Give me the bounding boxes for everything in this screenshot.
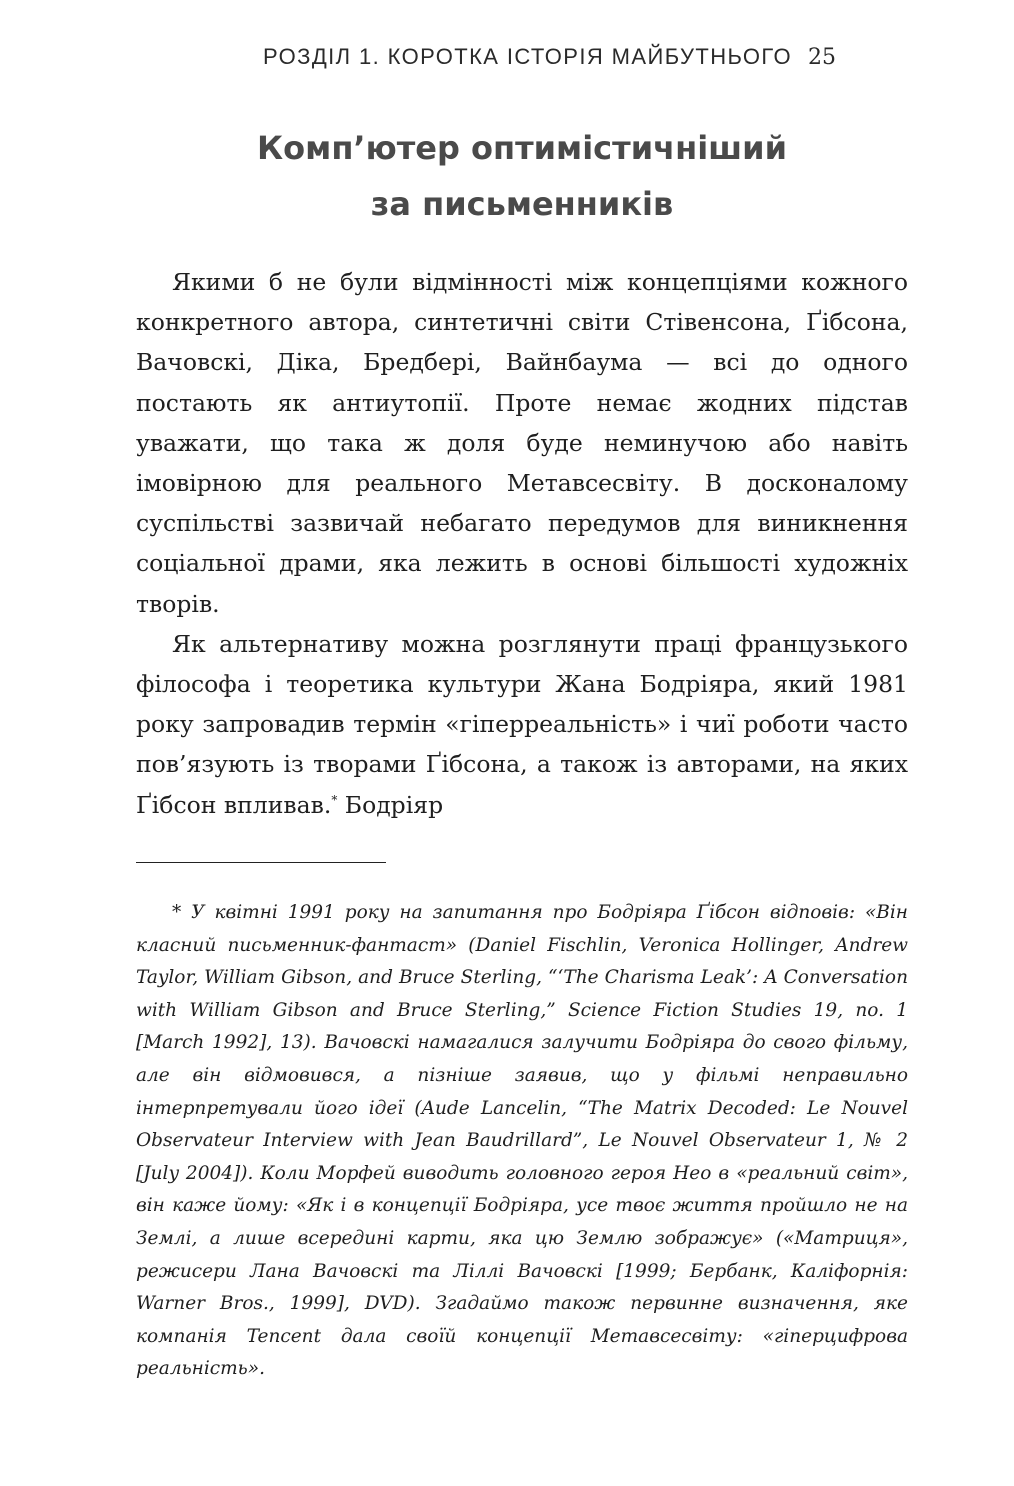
paragraph-2 <box>136 624 908 825</box>
chapter-title: РОЗДІЛ 1. КОРОТКА ІСТОРІЯ МАЙБУТНЬОГО <box>263 44 792 69</box>
footnote: * У квітні 1991 року на запитання про Бодріяра Ґібсон відповів: «Він класний письменник-фантаст» (Daniel Fischlin, Veronica Hollinger, Andrew Taylor, William Gibson, and Bruce Sterling, “‘The Charisma Leak’: A Conversation with William Gibson and Bruce Sterling,” Science Fiction Studies 19, no. 1 [March 1992], 13). Вачовскі намагалися залучити Бодріяра до свого фільму, але він відмовився, а пізніше заявив, що у фільмі неправильно інтерпретували його ідеї (Aude Lancelin, “The Matrix Decoded: Le Nouvel Observateur Interview with Jean Baudrillard”, Le Nouvel Observateur 1, № 2 [July 2004]). Коли Морфей виводить головного героя Нео в «реальний світ», він каже йому: «Як і в концепції Бодріяра, усе твоє життя пройшло не на Землі, а лише всередині карти, яка цю Землю зображує» («Матриця», режисери Лана Вачовскі та Ліллі Вачовскі [1999; Бербанк, Каліфорнія: Warner Bros., 1999], DVD). Згадаймо також первинне визначення, яке компанія Tencent дала своїй концепції Метавсесвіту: «гіперцифрова реальність». <box>136 902 908 1380</box>
paragraph-1: Якими б не були відмінності між концепціями кожного конкретного автора, синтетичні світи Стівенсона, Ґібсона, Вачовскі, Діка, Бредбері, Вайнбаума — всі до одного постають як антиутопії. Проте немає жодних підстав уважати, що така ж доля буде неминучою або навіть імовірною для реального Метавсесвіту. В досконалому суспільстві зазвичай небагато передумов для виникнення соціальної драми, яка лежить в основі більшості художніх творів. <box>136 268 908 618</box>
body-text <box>136 262 908 825</box>
paragraph-2-continuation: Бодріяр <box>337 790 444 819</box>
running-head <box>136 44 836 70</box>
paragraph-2-text: Як альтернативу можна розглянути праці французького філософа і теоретика культури Жана Бодріяра, який 1981 року запровадив термін «гіперреальність» і чиї роботи часто пов’язують із творами Ґібсона, а також із авторами, на яких Ґібсон впливав. <box>136 629 908 819</box>
section-title <box>136 120 908 232</box>
footnote-divider <box>136 862 386 863</box>
section-title-line-1: Комп’ютер оптимістичніший <box>257 129 787 167</box>
section-title-line-2: за письменників <box>370 185 674 223</box>
footnote-reference[interactable]: * <box>331 792 338 807</box>
page-number: 25 <box>808 45 836 70</box>
